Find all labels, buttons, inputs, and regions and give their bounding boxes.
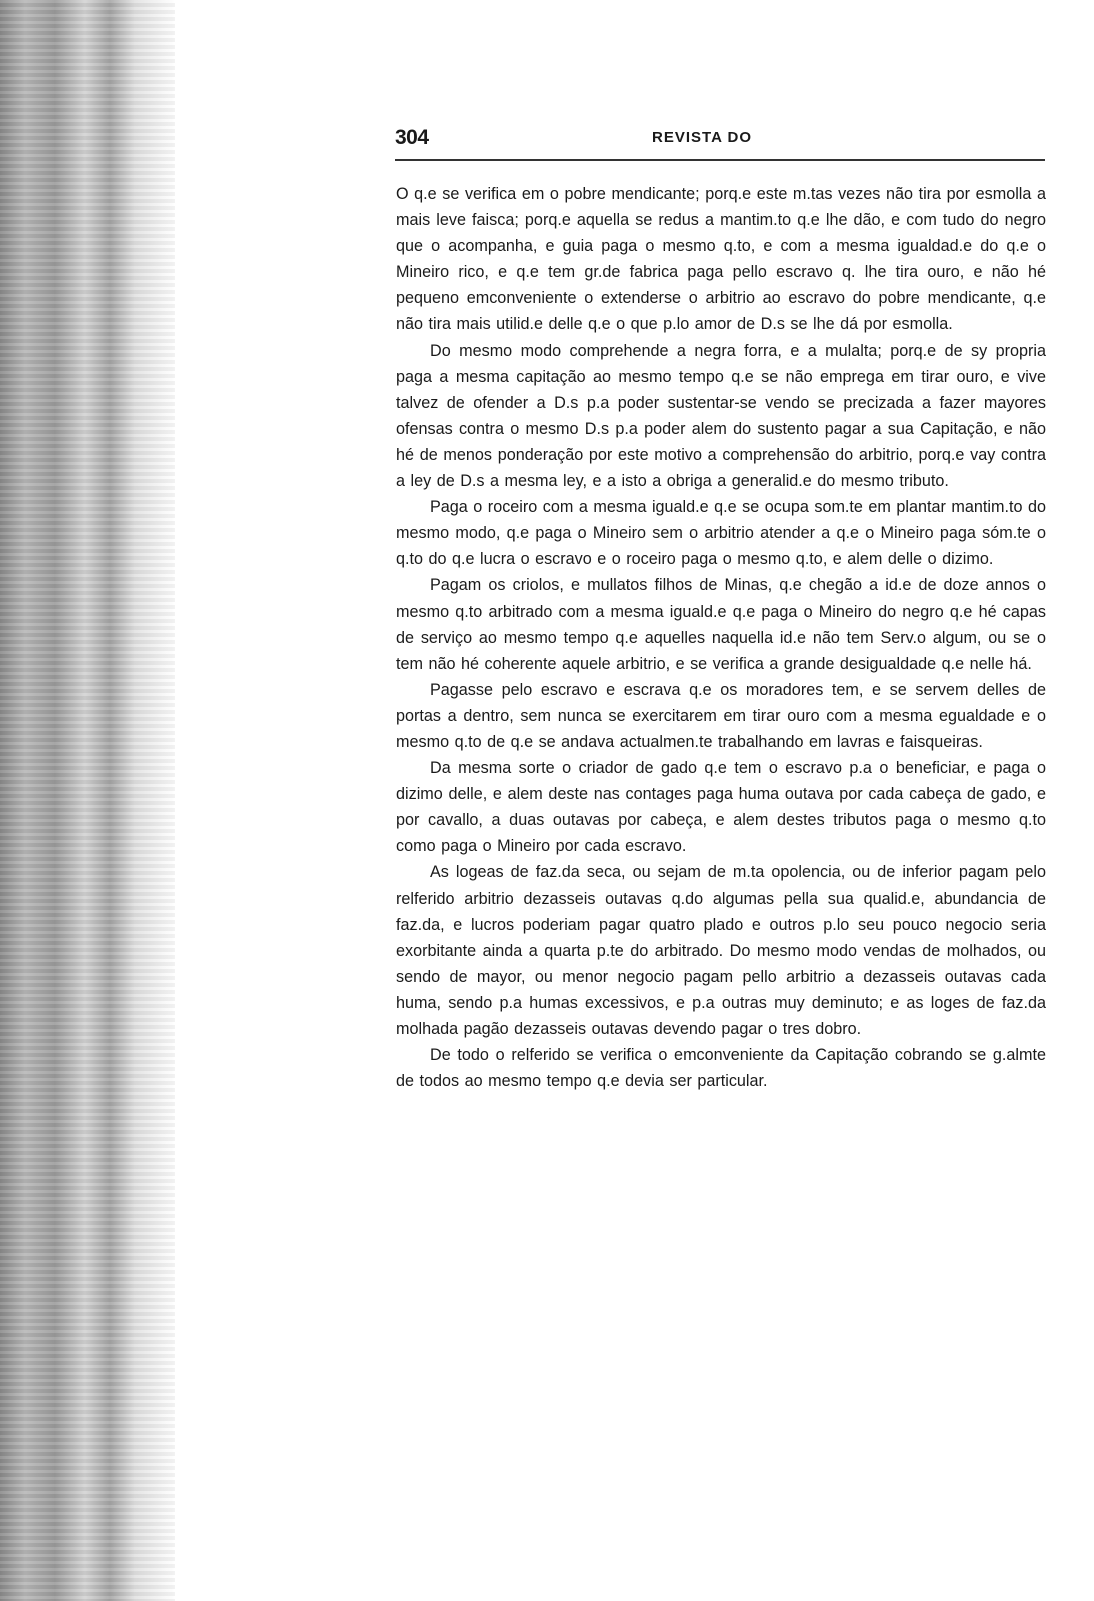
- paragraph: Pagasse pelo escravo e escrava q.e os moradores tem, e se servem delles de portas a dentro, sem nunca se exercitarem em tirar ouro com a mesma egualdade e o mesmo q.to de q.e se andava actualmen.te trabalhando em lavras e faisqueiras.: [396, 680, 1046, 751]
- page-number: 304: [395, 126, 429, 149]
- body-text: [396, 181, 1046, 1094]
- paragraph: Pagam os criolos, e mullatos filhos de Minas, q.e chegão a id.e de doze annos o mesmo q.to arbitrado com a mesma iguald.e q.e paga o Mineiro do negro q.e hé capas de serviço ao mesmo tempo q.e aquelles naquella id.e não tem Serv.o algum, ou se o tem não hé coherente aquele arbitrio, e se verifica a grande desigualdade q.e nelle há.: [396, 576, 1046, 673]
- paragraph: Paga o roceiro com a mesma iguald.e q.e se ocupa som.te em plantar mantim.to do mesmo modo, q.e paga o Mineiro sem o arbitrio atender a q.e o Mineiro paga sóm.te o q.to do q.e lucra o escravo e o roceiro paga o mesmo q.to, e alem delle o dizimo.: [396, 498, 1046, 569]
- paragraph: De todo o relferido se verifica o emconveniente da Capitação cobrando se g.almte de todos ao mesmo tempo q.e devia ser particular.: [396, 1046, 1046, 1091]
- page-header: [395, 126, 1045, 148]
- paragraph: O q.e se verifica em o pobre mendicante; porq.e este m.tas vezes não tira por esmolla a mais leve faisca; porq.e aquella se redus a mantim.to q.e lhe dão, e com tudo do negro que o acompanha, e guia paga o mesmo q.to, e com a mesma igualdad.e do q.e o Mineiro rico, e q.e tem gr.de fabrica paga pello escravo q. lhe tira ouro, e não hé pequeno emconveniente o extenderse o arbitrio ao escravo do pobre mendicante, q.e não tira mais utilid.e delle q.e o que p.lo amor de D.s se lhe dá por esmolla.: [396, 185, 1046, 334]
- paragraph: As logeas de faz.da seca, ou sejam de m.ta opolencia, ou de inferior pagam pelo relferido arbitrio dezasseis outavas q.do algumas pella sua qualid.e, abundancia de faz.da, e lucros poderiam pagar quatro plado e outros p.lo seu pouco negocio seria exorbitante ainda a quarta p.te do arbitrado. Do mesmo modo vendas de molhados, ou sendo de mayor, ou menor negocio pagam pello arbitrio a dezasseis outavas cada huma, sendo p.a humas excessivos, e p.a outras muy deminuto; e as loges de faz.da molhada pagão dezasseis outavas devendo pagar o tres dobro.: [396, 863, 1046, 1038]
- scan-page-edge: [0, 0, 175, 1601]
- running-head: REVISTA DO: [652, 129, 753, 146]
- paragraph: Da mesma sorte o criador de gado q.e tem o escravo p.a o beneficiar, e paga o dizimo delle, e alem deste nas contages paga huma outava por cada cabeça de gado, e por cavallo, a duas outavas por cabeça, e alem destes tributos paga o mesmo q.to como paga o Mineiro por cada escravo.: [396, 759, 1046, 856]
- header-rule: [395, 159, 1045, 161]
- paragraph: Do mesmo modo comprehende a negra forra, e a mulalta; porq.e de sy propria paga a mesma capitação ao mesmo tempo q.e se não emprega em tirar ouro, e vive talvez de ofender a D.s p.a poder sustentar-se vendo se precizada a fazer mayores ofensas contra o mesmo D.s p.a poder alem do sustento pagar a sua Capitação, e não hé de menos ponderação por este motivo a comprehensão do arbitrio, porq.e vay contra a ley de D.s a mesma ley, e a isto a obriga a generalid.e do mesmo tributo.: [396, 341, 1046, 491]
